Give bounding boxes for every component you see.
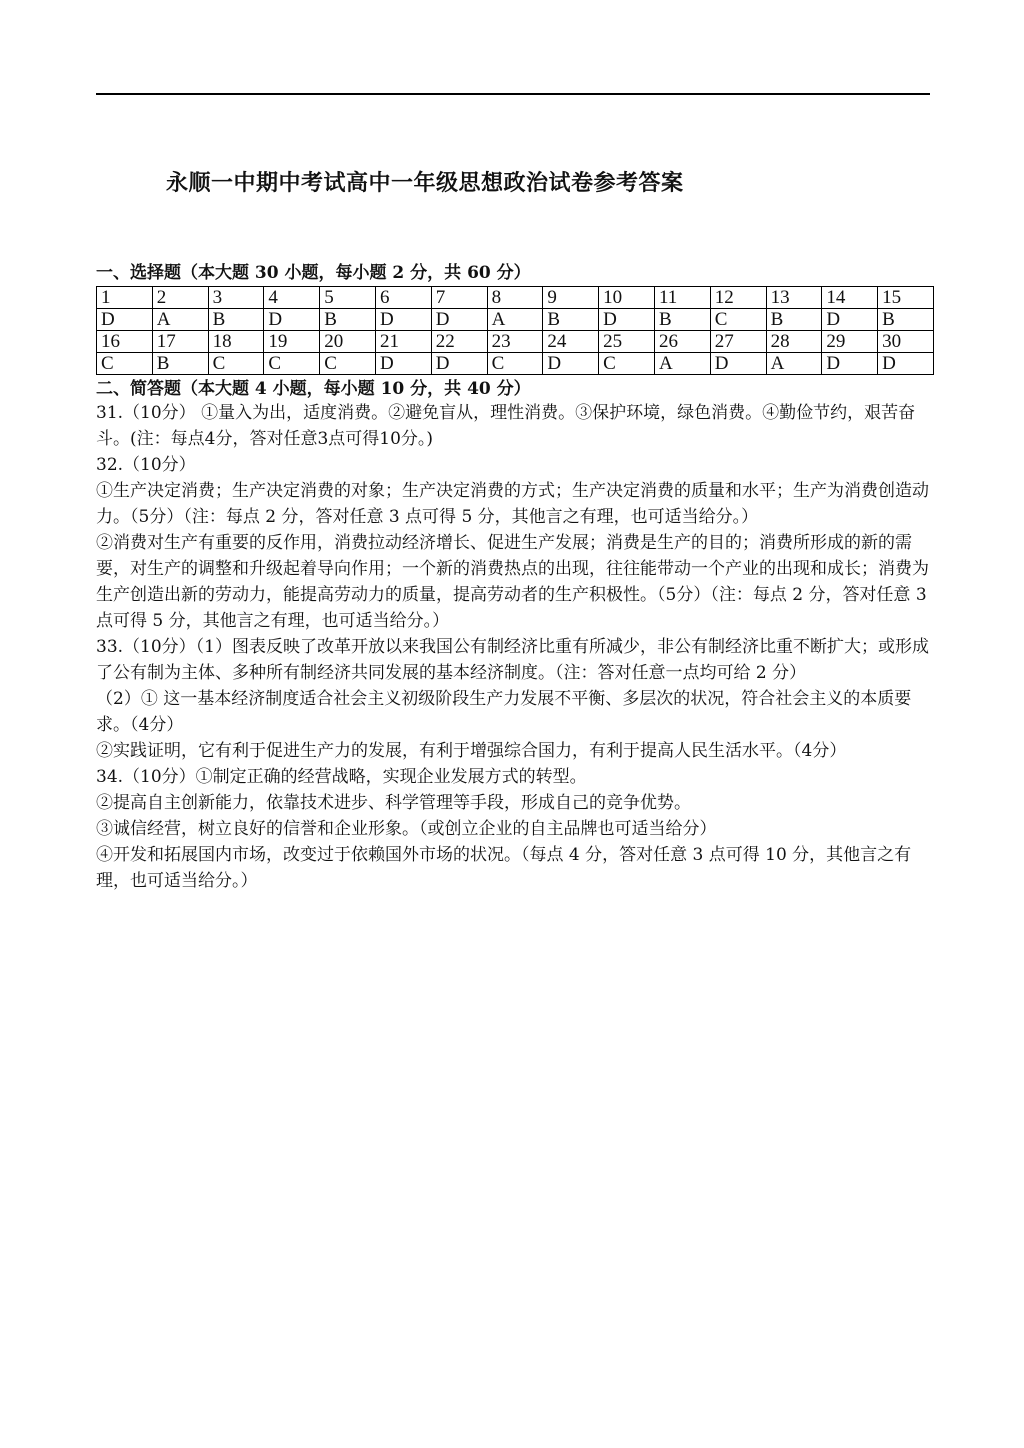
answer-paragraph: ③诚信经营，树立良好的信誉和企业形象。（或创立企业的自主品牌也可适当给分） (96, 819, 717, 839)
table-cell: 29 (822, 331, 878, 353)
table-cell: D (375, 353, 431, 375)
table-row (97, 353, 934, 375)
table-cell: C (264, 353, 320, 375)
table-cell: 27 (710, 331, 766, 353)
answer-paragraph: 33.（10分）（1）图表反映了改革开放以来我国公有制经济比重有所减少，非公有制经济比重不断扩大；或形成了公有制为主体、多种所有制经济共同发展的基本经济制度。（注：答对任意一点均可给 2 分） (96, 637, 929, 683)
table-cell: D (431, 309, 487, 331)
answer-paragraph: ②提高自主创新能力，依靠技术进步、科学管理等手段，形成自己的竞争优势。 (96, 793, 691, 813)
table-cell: 19 (264, 331, 320, 353)
table-cell: 11 (654, 287, 710, 309)
table-cell: C (208, 353, 264, 375)
table-cell: A (487, 309, 543, 331)
table-cell: 3 (208, 287, 264, 309)
table-cell: 17 (152, 331, 208, 353)
table-cell: D (431, 353, 487, 375)
table-cell: 5 (320, 287, 376, 309)
table-cell: 28 (766, 331, 822, 353)
answer-paragraph: （2）① 这一基本经济制度适合社会主义初级阶段生产力发展不平衡、多层次的状况，符合社会主义的本质要求。（4分） (96, 689, 912, 735)
section-multiple-choice-title: 一、选择题（本大题 30 小题，每小题 2 分，共 60 分） (96, 263, 531, 283)
table-cell: 22 (431, 331, 487, 353)
table-cell: 18 (208, 331, 264, 353)
document-title: 永顺一中期中考试高中一年级思想政治试卷参考答案 (166, 170, 684, 196)
answer-paragraph: ①生产决定消费；生产决定消费的对象；生产决定消费的方式；生产决定消费的质量和水平；生产为消费创造动力。（5分）（注：每点 2 分，答对任意 3 点可得 5 分，其他言之有理，也可适当给分。） (96, 481, 929, 527)
table-cell: C (599, 353, 655, 375)
answer-paragraph: ④开发和拓展国内市场，改变过于依赖国外市场的状况。（每点 4 分，答对任意 3 点可得 10 分，其他言之有理，也可适当给分。） (96, 845, 912, 891)
table-cell: C (487, 353, 543, 375)
table-cell: D (710, 353, 766, 375)
table-cell: C (97, 353, 153, 375)
table-cell: 26 (654, 331, 710, 353)
table-cell: B (766, 309, 822, 331)
table-cell: 14 (822, 287, 878, 309)
table-cell: D (97, 309, 153, 331)
table-cell: B (878, 309, 934, 331)
table-cell: D (822, 353, 878, 375)
table-cell: 4 (264, 287, 320, 309)
table-row (97, 331, 934, 353)
document-body (96, 262, 930, 894)
table-cell: 24 (543, 331, 599, 353)
table-cell: 21 (375, 331, 431, 353)
table-cell: D (264, 309, 320, 331)
answer-paragraph: 31.（10分） ①量入为出，适度消费。②避免盲从，理性消费。③保护环境，绿色消费。④勤俭节约，艰苦奋斗。(注：每点4分，答对任意3点可得10分。) (96, 403, 916, 449)
table-cell: D (543, 353, 599, 375)
table-cell: B (543, 309, 599, 331)
answer-paragraph: ②消费对生产有重要的反作用，消费拉动经济增长、促进生产发展；消费是生产的目的；消费所形成的新的需要，对生产的调整和升级起着导向作用；一个新的消费热点的出现，往往能带动一个产业的出现和成长；消费为生产创造出新的劳动力，能提高劳动力的质量，提高劳动者的生产积极性。（5分）（注：每点 2 分，答对任意 3 点可得 5 分，其他言之有理，也可适当给分。） (96, 533, 929, 631)
answer-paragraph: 34.（10分）①制定正确的经营战略，实现企业发展方式的转型。 (96, 767, 587, 787)
table-cell: 15 (878, 287, 934, 309)
table-cell: 10 (599, 287, 655, 309)
table-cell: 7 (431, 287, 487, 309)
table-cell: B (152, 353, 208, 375)
table-cell: B (208, 309, 264, 331)
table-row (97, 309, 934, 331)
table-cell: A (654, 353, 710, 375)
table-cell: 1 (97, 287, 153, 309)
table-cell: 2 (152, 287, 208, 309)
table-cell: 23 (487, 331, 543, 353)
table-cell: A (766, 353, 822, 375)
table-cell: C (320, 353, 376, 375)
table-cell: 9 (543, 287, 599, 309)
section-short-answer-title: 二、简答题（本大题 4 小题，每小题 10 分，共 40 分） (96, 379, 531, 399)
header-rule (96, 93, 930, 95)
table-row (97, 287, 934, 309)
table-cell: D (599, 309, 655, 331)
answer-paragraph: 32.（10分） (96, 455, 196, 475)
table-cell: D (822, 309, 878, 331)
table-cell: 20 (320, 331, 376, 353)
table-cell: 25 (599, 331, 655, 353)
table-cell: D (878, 353, 934, 375)
table-cell: B (654, 309, 710, 331)
table-cell: 13 (766, 287, 822, 309)
answer-table (96, 286, 934, 375)
short-answer-list (96, 400, 930, 894)
table-cell: B (320, 309, 376, 331)
table-cell: 12 (710, 287, 766, 309)
answer-paragraph: ②实践证明，它有利于促进生产力的发展，有利于增强综合国力，有利于提高人民生活水平。（4分） (96, 741, 847, 761)
table-cell: 8 (487, 287, 543, 309)
table-cell: D (375, 309, 431, 331)
table-cell: A (152, 309, 208, 331)
table-cell: 6 (375, 287, 431, 309)
table-cell: 30 (878, 331, 934, 353)
table-cell: C (710, 309, 766, 331)
table-cell: 16 (97, 331, 153, 353)
